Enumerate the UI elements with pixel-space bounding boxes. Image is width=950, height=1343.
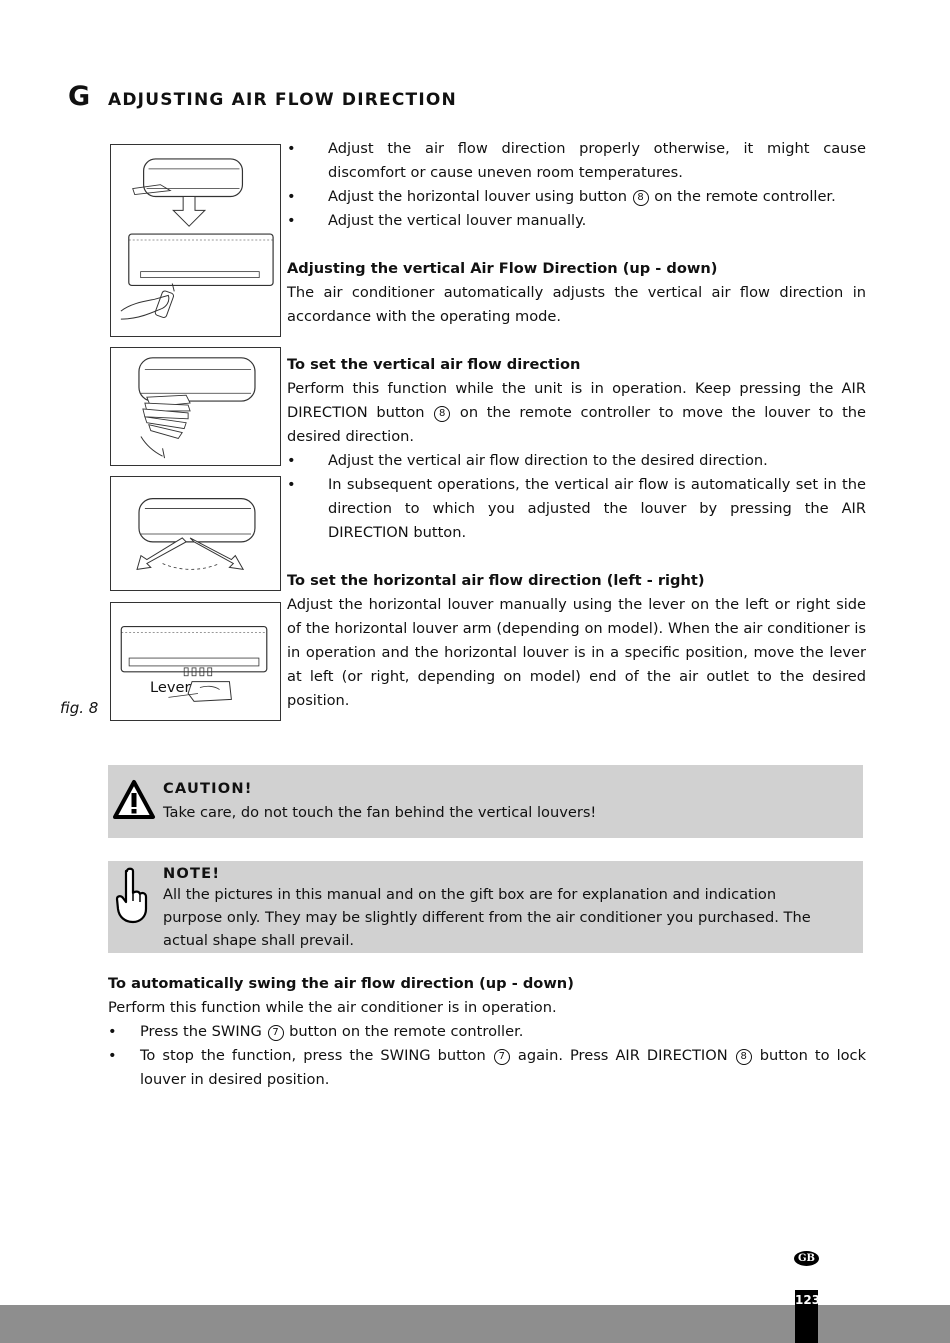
figure-lever <box>110 602 281 721</box>
note-box <box>108 861 863 953</box>
note-text: All the pictures in this manual and on the gift box are for explanation and indication purpose only. They may be slightly different from the air conditioner you purchased. The actual shape shall prevail. <box>163 886 811 949</box>
figure-caption: fig. 8 <box>60 699 99 717</box>
horizontal-airflow-illustration <box>111 477 280 590</box>
bullet-dot: • <box>108 1047 117 1064</box>
ac-remote-illustration <box>111 145 280 336</box>
bullet-text: Adjust the air flow direction properly otherwise, it might cause discomfort or cause uneven room temperatures. <box>328 140 866 181</box>
bullet-item <box>108 1020 866 1044</box>
bullet-dot: • <box>287 188 296 205</box>
page-number: 123 <box>795 1293 821 1307</box>
subheading-swing: To automatically swing the air flow direction (up - down) <box>108 975 574 992</box>
caution-box <box>108 765 863 838</box>
bullet-text: Adjust the horizontal louver using button 8 on the remote controller. <box>328 188 836 205</box>
bullet-dot: • <box>287 476 296 493</box>
figure-remote-control <box>110 144 281 337</box>
bullet-text: Press the SWING 7 button on the remote controller. <box>140 1023 524 1040</box>
pointing-finger-icon <box>113 867 149 925</box>
section-letter: G <box>68 81 91 112</box>
bullet-dot: • <box>108 1023 117 1040</box>
circled-number: 7 <box>494 1049 510 1065</box>
subheading-vertical-set: To set the vertical air flow direction <box>287 356 581 373</box>
circled-number: 8 <box>633 190 649 206</box>
bullet-dot: • <box>287 452 296 469</box>
lever-label: Lever <box>150 679 191 696</box>
main-text-column <box>287 137 866 713</box>
bullet-text: Adjust the vertical air flow direction to the desired direction. <box>328 452 768 469</box>
warning-triangle-icon <box>112 779 156 821</box>
paragraph-vertical-set: Perform this function while the unit is in operation. Keep pressing the AIR DIRECTION button 8 on the remote controller to move the louver to the desired direction. <box>287 380 867 445</box>
note-title: NOTE! <box>163 865 221 882</box>
figure-horizontal-spread <box>110 476 281 591</box>
subheading-horizontal-set: To set the horizontal air flow direction (left - right) <box>287 572 705 589</box>
bullet-item <box>108 1044 866 1092</box>
paragraph-horizontal-set: Adjust the horizontal louver manually using the lever on the left or right side of the horizontal louver arm (depending on model). When the air conditioner is in operation and the horizontal louver is in a specific position, move the lever at left (or right, depending on model) end of the air outlet to the desired position. <box>287 596 866 709</box>
paragraph-swing: Perform this function while the air conditioner is in operation. <box>108 999 557 1016</box>
bullet-text: To stop the function, press the SWING button 7 again. Press AIR DIRECTION 8 button to lock louver in desired position. <box>140 1047 867 1088</box>
bullet-item <box>287 449 866 473</box>
bullet-item <box>287 473 866 545</box>
vertical-airflow-illustration <box>111 348 280 465</box>
bullet-item <box>287 209 866 233</box>
figure-vertical-louver <box>110 347 281 466</box>
swing-section <box>108 972 866 1092</box>
bullet-text: Adjust the vertical louver manually. <box>328 212 587 229</box>
bullet-dot: • <box>287 140 296 157</box>
subheading-vertical-auto: Adjusting the vertical Air Flow Direction (up - down) <box>287 260 718 277</box>
lever-illustration <box>111 603 280 720</box>
bullet-dot: • <box>287 212 296 229</box>
caution-title: CAUTION! <box>163 780 253 797</box>
bullet-item <box>287 185 866 209</box>
circled-number: 7 <box>268 1025 284 1041</box>
section-title: ADJUSTING AIR FLOW DIRECTION <box>108 90 457 110</box>
bullet-text: In subsequent operations, the vertical air flow is automatically set in the direction to which you adjusted the louver by pressing the AIR DIRECTION button. <box>328 476 866 541</box>
paragraph-vertical-auto: The air conditioner automatically adjusts the vertical air flow direction in accordance with the operating mode. <box>287 284 866 325</box>
language-badge: GB <box>794 1251 819 1266</box>
circled-number: 8 <box>736 1049 752 1065</box>
circled-number: 8 <box>434 406 450 422</box>
caution-text: Take care, do not touch the fan behind the vertical louvers! <box>163 804 597 821</box>
bullet-item <box>287 137 866 185</box>
